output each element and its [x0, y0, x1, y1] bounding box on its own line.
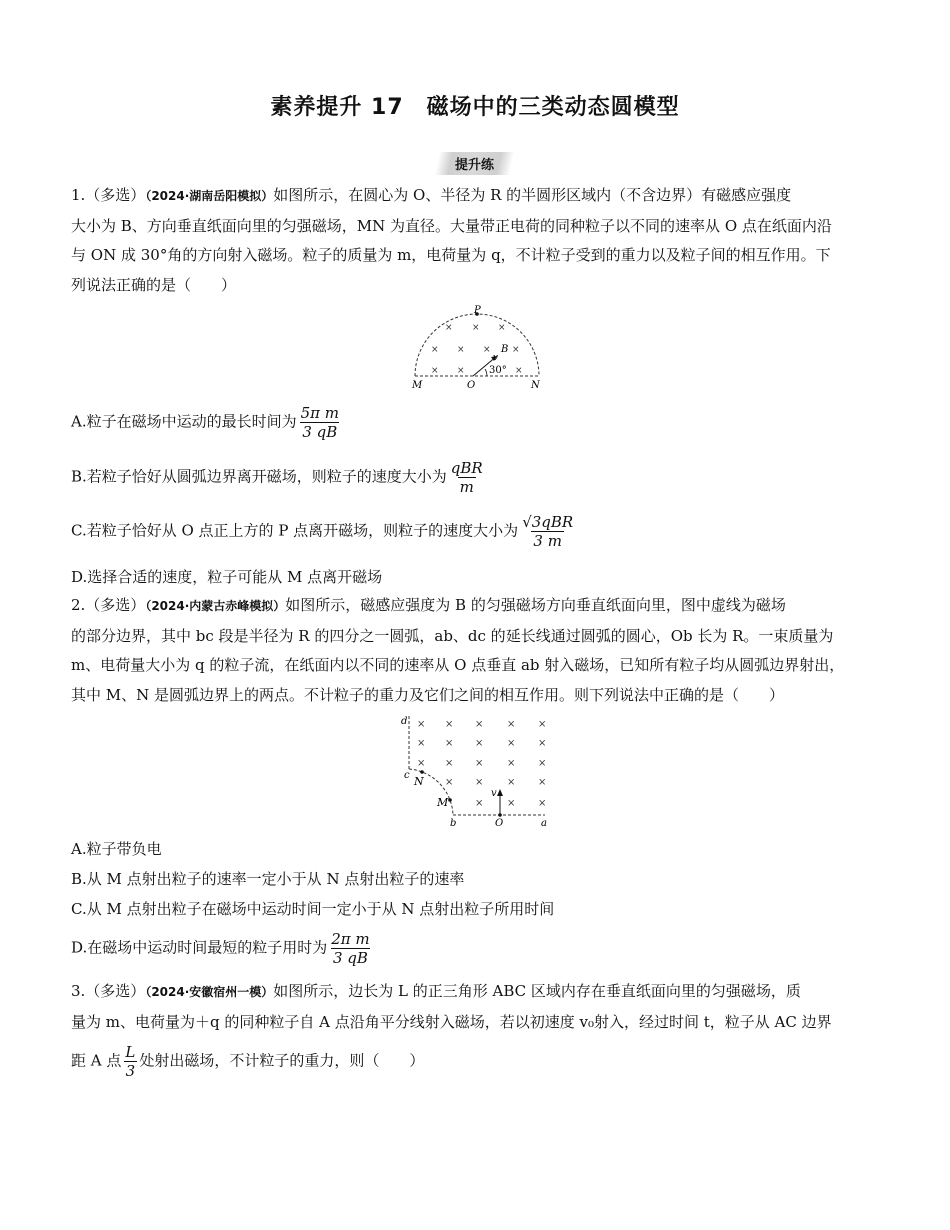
- q2-cross: ×: [475, 758, 484, 769]
- section-badge-label: 提升练: [455, 158, 495, 173]
- q2-option-d-fraction: [329, 930, 371, 967]
- q3-text-3a: 距 A 点: [71, 1051, 122, 1070]
- question-1-stem: [71, 181, 881, 300]
- q3-line-1: [71, 977, 881, 1008]
- q1-text-3: 与 ON 成 30°角的方向射入磁场。粒子的质量为 m，电荷量为 q，不计粒子受到的重力以及粒子间的相互作用。下: [71, 246, 831, 264]
- q2-label-v: v: [491, 788, 497, 799]
- q3-source: （2024·安徽宿州一模）: [145, 985, 274, 999]
- question-3-stem: [71, 977, 881, 1080]
- q1-option-b[interactable]: [71, 459, 487, 496]
- q1-option-c[interactable]: [71, 513, 577, 550]
- q3-fraction: [123, 1043, 137, 1080]
- q2-cross: ×: [475, 719, 484, 730]
- q1-cross: ×: [445, 323, 453, 333]
- q2-cross: ×: [445, 758, 454, 769]
- q2-cross: ×: [475, 798, 484, 809]
- q3-line-3: [71, 1043, 881, 1080]
- q1-option-b-text: B.若粒子恰好从圆弧边界离开磁场，则粒子的速度大小为: [71, 467, 447, 486]
- q2-cross: ×: [445, 738, 454, 749]
- q2-text-4: 其中 M、N 是圆弧边界上的两点。不计粒子的重力及它们之间的相互作用。则下列说法中正确的是（ ）: [71, 685, 785, 704]
- q1-label-p: P: [474, 305, 481, 316]
- q1-label-n: N: [531, 380, 540, 391]
- q2-option-c[interactable]: [71, 898, 554, 919]
- q2-line-1: [71, 591, 881, 622]
- fraction-denominator: 3 qB: [333, 949, 368, 967]
- q2-cross: ×: [445, 719, 454, 730]
- q1-cross: ×: [457, 366, 465, 376]
- q2-option-a[interactable]: [71, 838, 162, 859]
- q2-option-b[interactable]: [71, 868, 464, 889]
- q2-label-c: c: [404, 770, 410, 781]
- q2-label-o: O: [495, 818, 504, 829]
- q2-cross: ×: [445, 777, 454, 788]
- q2-arrowhead: [497, 789, 503, 796]
- q1-cross: ×: [457, 345, 465, 355]
- fraction-numerator: qBR: [450, 459, 483, 477]
- q2-cross: ×: [538, 719, 547, 730]
- q2-cross: ×: [538, 738, 547, 749]
- q2-cross: ×: [507, 798, 516, 809]
- q2-cross: ×: [538, 758, 547, 769]
- q2-cross: ×: [507, 719, 516, 730]
- fraction-denominator: m: [459, 478, 474, 496]
- q2-label-b: b: [450, 818, 457, 829]
- q1-cross: ×: [515, 366, 523, 376]
- q2-text-1: 如图所示，磁感应强度为 B 的匀强磁场方向垂直纸面向里，图中虚线为磁场: [285, 596, 786, 614]
- q2-cross: ×: [475, 777, 484, 788]
- q1-text-1: 如图所示，在圆心为 O、半径为 R 的半圆形区域内（不含边界）有磁感应强度: [273, 186, 792, 204]
- q1-angle-label: 30°: [489, 365, 507, 376]
- q1-option-a[interactable]: [71, 404, 343, 441]
- q1-number: 1.（多选）: [71, 186, 146, 204]
- fraction-denominator: 3 m: [533, 532, 562, 550]
- q1-line-1: [71, 181, 881, 212]
- question-2-stem: [71, 591, 881, 710]
- fraction-numerator: 2π m: [331, 930, 370, 948]
- section-badge-wrap: [0, 152, 950, 175]
- q2-point-m: [448, 798, 452, 802]
- q1-label-o: O: [467, 380, 476, 391]
- q1-cross: ×: [431, 366, 439, 376]
- q1-option-c-text: C.若粒子恰好从 O 点正上方的 P 点离开磁场，则粒子的速度大小为: [71, 521, 519, 540]
- q1-cross: ×: [472, 323, 480, 333]
- fraction-denominator: 3: [125, 1062, 136, 1080]
- fraction-numerator: L: [125, 1043, 136, 1061]
- q2-option-b-text: B.从 M 点射出粒子的速率一定小于从 N 点射出粒子的速率: [71, 870, 465, 888]
- q2-cross: ×: [417, 719, 426, 730]
- q2-cross: ×: [507, 738, 516, 749]
- q2-cross: ×: [538, 777, 547, 788]
- q3-text-3b: 处射出磁场，不计粒子的重力，则（ ）: [139, 1051, 425, 1070]
- q1-option-d-text: D.选择合适的速度，粒子可能从 M 点离开磁场: [71, 568, 383, 586]
- q1-option-d[interactable]: [71, 566, 382, 587]
- q1-cross: ×: [483, 345, 491, 355]
- q2-point-n: [420, 770, 424, 774]
- q1-option-b-fraction: [449, 459, 485, 496]
- q2-label-n: N: [414, 775, 424, 788]
- q1-label-b: B: [501, 344, 509, 355]
- q2-text-3: m、电荷量大小为 q 的粒子流，在纸面内以不同的速率从 O 点垂直 ab 射入磁场，已知所有粒子均从圆弧边界射出，: [71, 656, 845, 674]
- q2-cross: ×: [417, 758, 426, 769]
- q1-label-v: v: [493, 353, 499, 363]
- q2-source: （2024·内蒙古赤峰模拟）: [145, 599, 286, 613]
- section-badge: [435, 152, 515, 175]
- q2-option-d-text: D.在磁场中运动时间最短的粒子用时为: [71, 938, 328, 957]
- q2-cross: ×: [417, 738, 426, 749]
- q1-text-4: 列说法正确的是（ ）: [71, 275, 237, 294]
- q2-label-d: d: [401, 716, 408, 727]
- q1-source: （2024·湖南岳阳模拟）: [145, 189, 274, 203]
- q1-angle-arc: [485, 369, 487, 376]
- q2-label-m: M: [437, 796, 449, 809]
- q2-cross: ×: [507, 777, 516, 788]
- page-title: 素养提升 17 磁场中的三类动态圆模型: [270, 95, 680, 120]
- q1-cross: ×: [498, 323, 506, 333]
- q2-figure: [395, 712, 555, 830]
- q1-cross: ×: [431, 345, 439, 355]
- q1-text-2: 大小为 B、方向垂直纸面向里的匀强磁场，MN 为直径。大量带正电荷的同种粒子以不同的速率从 O 点在纸面内沿: [71, 216, 832, 235]
- q2-cross: ×: [475, 738, 484, 749]
- q2-option-d[interactable]: [71, 930, 374, 967]
- q2-cross: ×: [507, 758, 516, 769]
- q1-option-a-text: A.粒子在磁场中运动的最长时间为: [71, 412, 297, 431]
- q1-label-m: M: [412, 380, 423, 391]
- fraction-denominator: 3 qB: [302, 423, 338, 441]
- fraction-numerator: 5π m: [300, 404, 340, 422]
- fraction-numerator: √3qBR: [522, 513, 574, 531]
- q3-text-1: 如图所示，边长为 L 的正三角形 ABC 区域内存在垂直纸面向里的匀强磁场，质: [273, 982, 801, 1000]
- q1-option-a-fraction: [299, 404, 341, 441]
- q1-option-c-fraction: [520, 513, 575, 550]
- q1-cross: ×: [512, 345, 520, 355]
- q3-number: 3.（多选）: [71, 982, 146, 1000]
- q2-option-c-text: C.从 M 点射出粒子在磁场中运动时间一定小于从 N 点射出粒子所用时间: [71, 900, 555, 918]
- q2-option-a-text: A.粒子带负电: [71, 840, 162, 858]
- q3-text-2: 量为 m、电荷量为＋q 的同种粒子自 A 点沿角平分线射入磁场，若以初速度 v₀射入，经过时间 t，粒子从 AC 边界: [71, 1012, 832, 1031]
- q2-number: 2.（多选）: [71, 596, 146, 614]
- q2-text-2: 的部分边界，其中 bc 段是半径为 R 的四分之一圆弧，ab、dc 的延长线通过圆弧的圆心，Ob 长为 R。一束质量为: [71, 626, 834, 645]
- q2-label-a: a: [541, 818, 547, 829]
- q2-cross: ×: [538, 798, 547, 809]
- q1-figure: [405, 302, 550, 394]
